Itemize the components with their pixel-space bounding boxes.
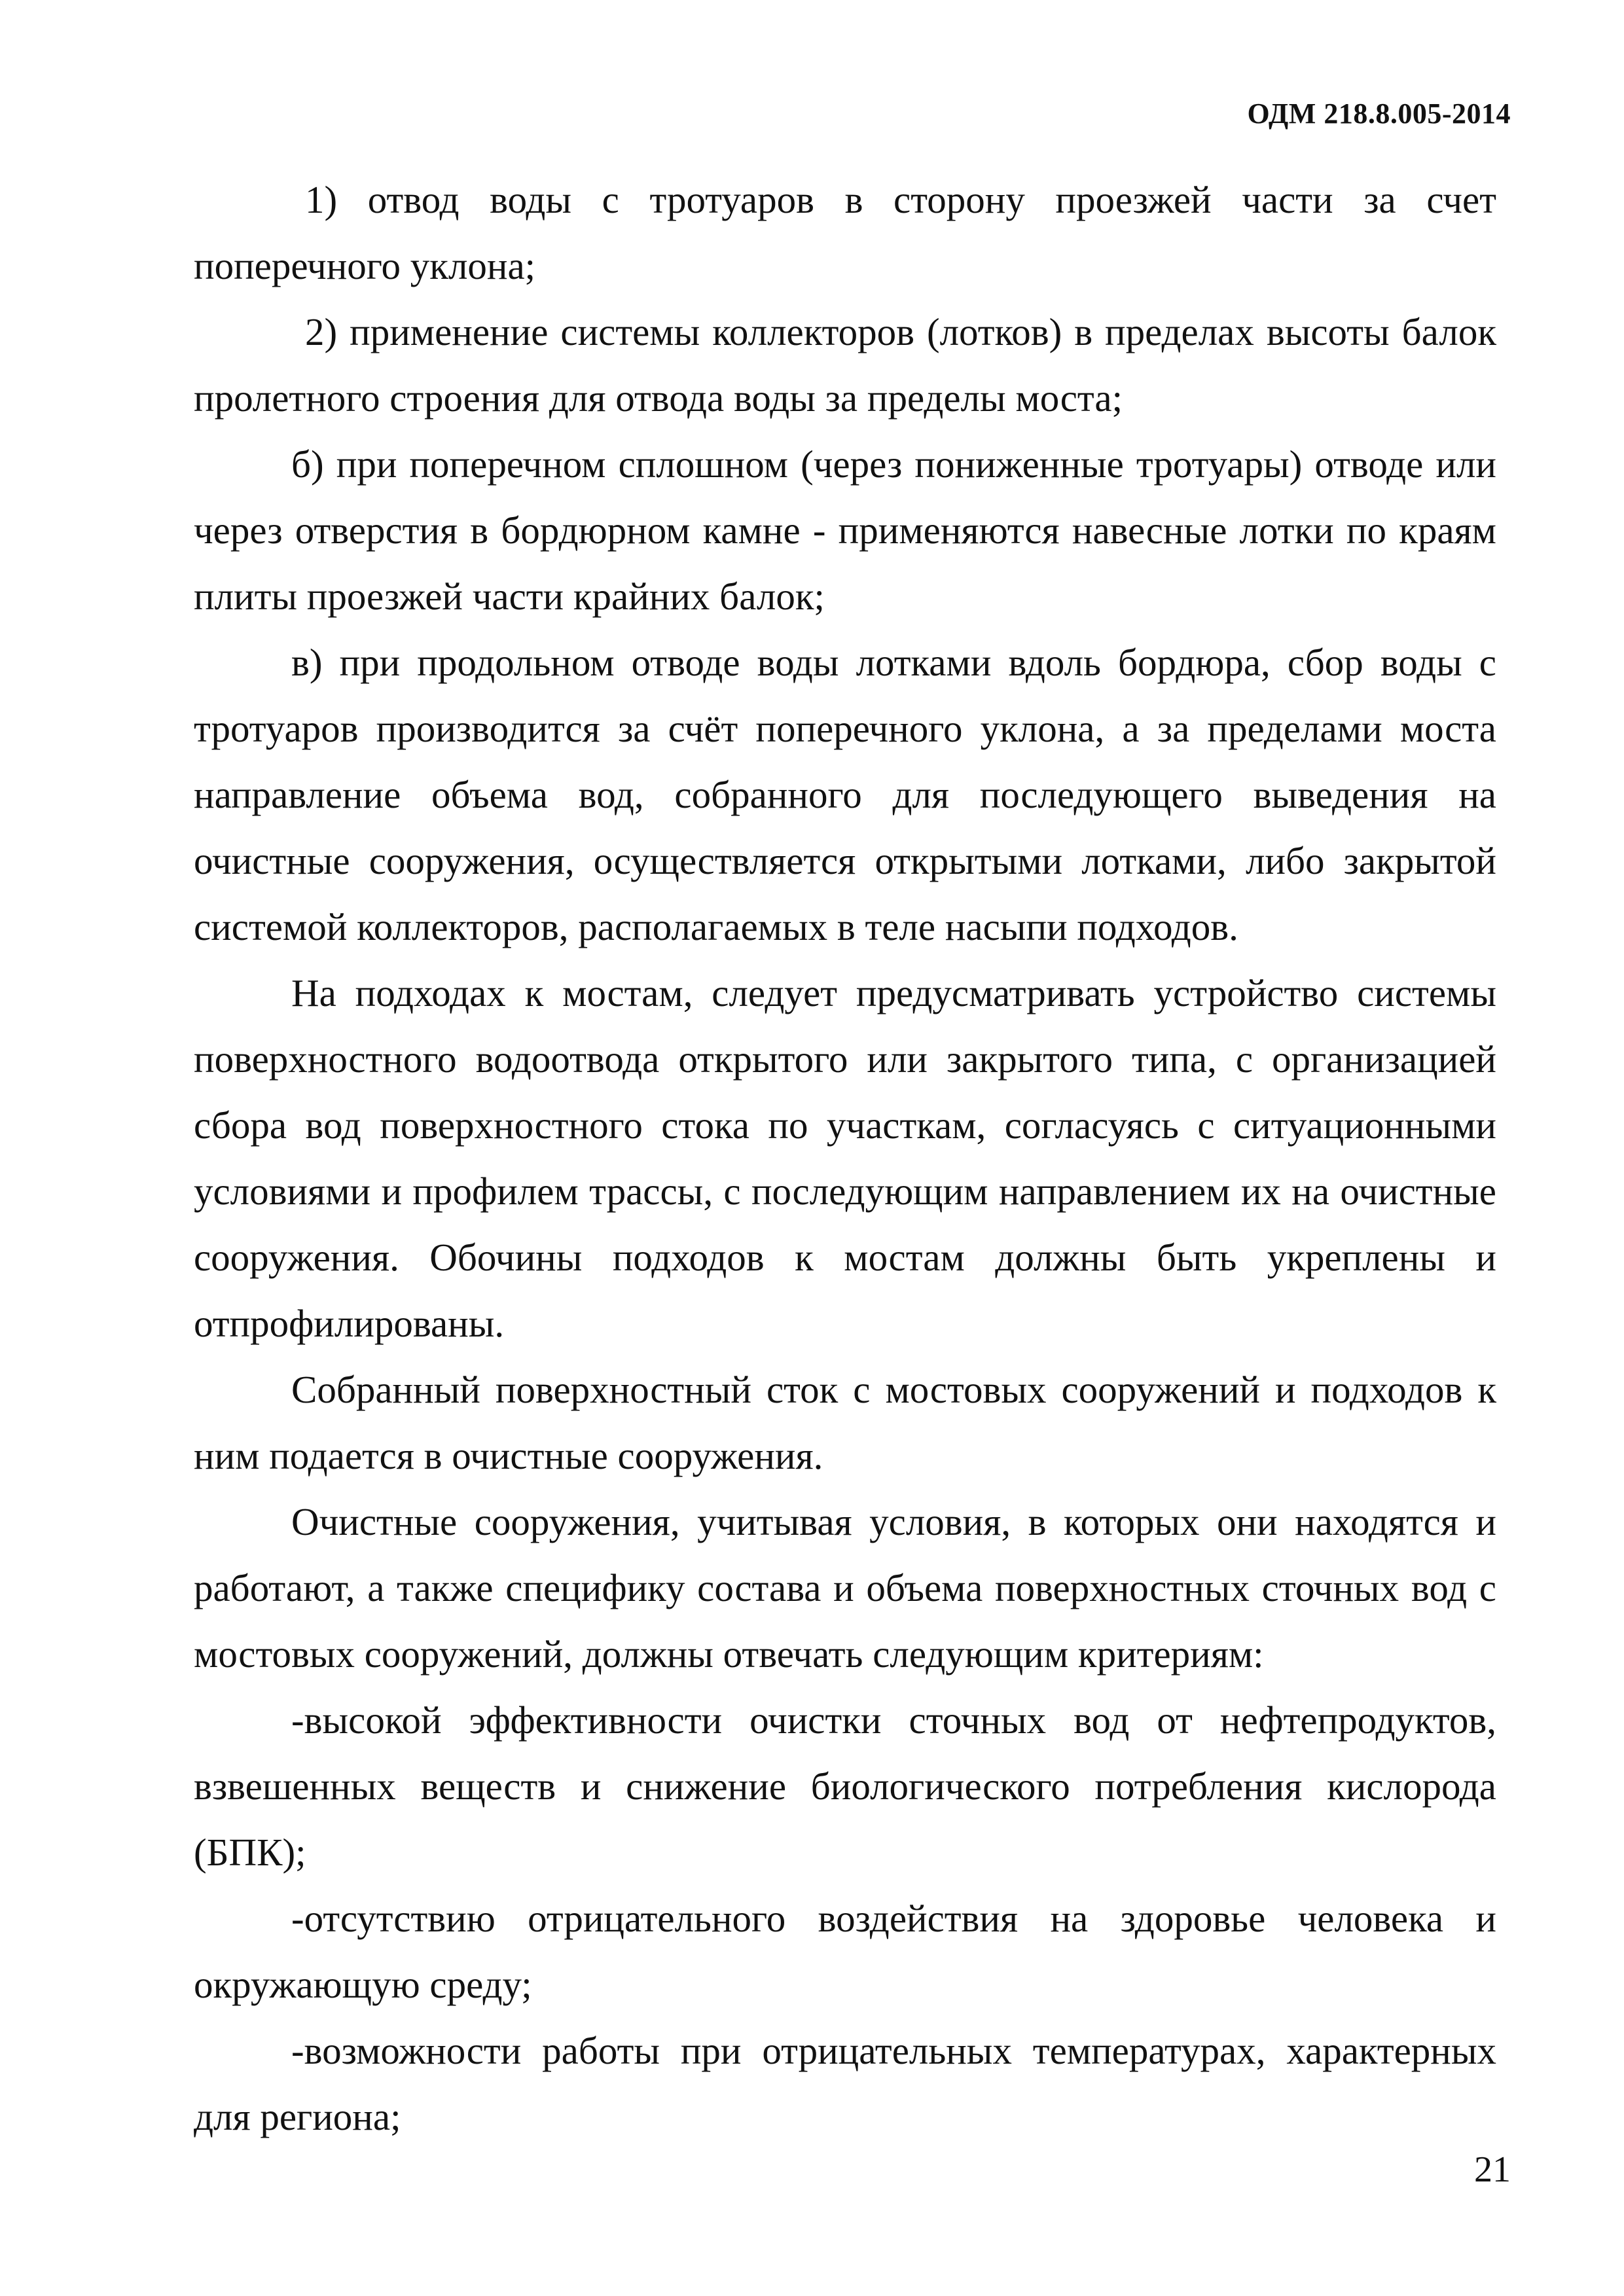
paragraph-treatment-criteria: Очистные сооружения, учитывая условия, в которых они находятся и работают, а также специфику состава и объема поверхностных сточных вод с мостовых сооружений, должны отвечать следующим критериям: <box>194 1500 1496 1676</box>
document-body <box>194 167 1496 2150</box>
paragraph-item-v: в) при продольном отводе воды лотками вдоль бордюра, сбор воды с тротуаров производится за счёт поперечного уклона, а за пределами моста направление объема вод, собранного для последующего выведения на очистные сооружения, осуществляется открытыми лотками, либо закрытой системой коллекторов, располагаемых в теле насыпи подходов. <box>194 641 1496 948</box>
paragraph-approaches: На подходах к мостам, следует предусматривать устройство системы поверхностного водоотвода открытого или закрытого типа, с организацией сбора вод поверхностного стока по участкам, согласуясь с ситуационными условиями и профилем трассы, с последующим направлением их на очистные сооружения. Обочины подходов к мостам должны быть укреплены и отпрофилированы. <box>194 971 1496 1345</box>
document-code-header: ОДМ 218.8.005-2014 <box>1247 98 1511 130</box>
list-item-low-temperatures: -возможности работы при отрицательных температурах, характерных для региона; <box>194 2029 1496 2138</box>
paragraph-item-b: б) при поперечном сплошном (через пониженные тротуары) отводе или через отверстия в бордюрном камне - применяются навесные лотки по краям плиты проезжей части крайних балок; <box>194 442 1496 618</box>
paragraph-item-2: 2) применение системы коллекторов (лотков) в пределах высоты балок пролетного строения для отвода воды за пределы моста; <box>194 310 1496 420</box>
paragraph-item-1: 1) отвод воды с тротуаров в сторону проезжей части за счет поперечного уклона; <box>194 178 1496 287</box>
page-number: 21 <box>1474 2149 1511 2190</box>
list-item-no-negative-impact: -отсутствию отрицательного воздействия на здоровье человека и окружающую среду; <box>194 1897 1496 2006</box>
list-item-efficiency: -высокой эффективности очистки сточных вод от нефтепродуктов, взвешенных веществ и снижение биологического потребления кислорода (БПК); <box>194 1698 1496 1874</box>
paragraph-collected-runoff: Собранный поверхностный сток с мостовых сооружений и подходов к ним подается в очистные сооружения. <box>194 1368 1496 1477</box>
